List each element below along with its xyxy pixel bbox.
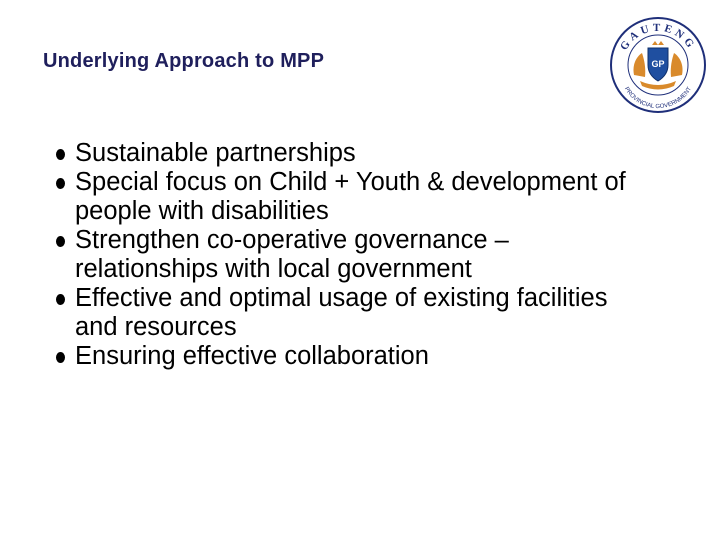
bullet-text: Strengthen co-operative governance – relationships with local government <box>75 226 509 283</box>
bullet-list <box>45 139 645 371</box>
slide-title: Underlying Approach to MPP <box>43 50 325 72</box>
bullet-dot-icon <box>56 294 65 305</box>
bullet-dot-icon <box>56 352 65 363</box>
logo-top-text: GAUTENG <box>617 21 699 53</box>
bullet-text: Sustainable partnerships <box>75 139 356 167</box>
bullet-dot-icon <box>56 178 65 189</box>
bullet-item <box>45 139 645 168</box>
bullet-text: Special focus on Child + Youth & development of people with disabilities <box>75 168 626 225</box>
bullet-dot-icon <box>56 236 65 247</box>
bullet-item <box>45 342 645 371</box>
gauteng-logo <box>608 15 708 115</box>
shield-text: GP <box>651 59 665 69</box>
bullet-dot-icon <box>56 149 65 160</box>
bullet-text: Ensuring effective collaboration <box>75 342 429 370</box>
logo-bottom-text: PROVINCIAL GOVERNMENT <box>622 86 694 111</box>
bullet-item <box>45 284 645 342</box>
bullet-text: Effective and optimal usage of existing facilities and resources <box>75 284 608 341</box>
bullet-item <box>45 226 645 284</box>
bullet-item <box>45 168 645 226</box>
